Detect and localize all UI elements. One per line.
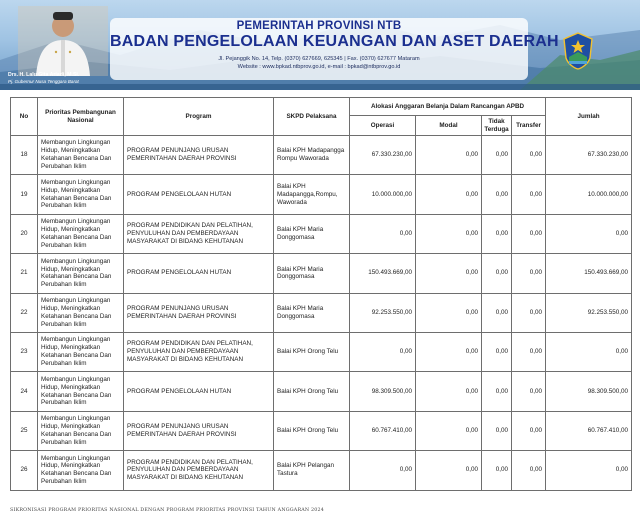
cell-operasi: 92.253.550,00 <box>350 293 416 332</box>
col-header-program: Program <box>124 98 274 136</box>
cell-transfer: 0,00 <box>512 411 546 450</box>
cell-skpd: Balai KPH Madapangga Rompu Waworada <box>274 136 350 175</box>
cell-no: 19 <box>11 175 38 214</box>
table-row <box>11 214 632 253</box>
table-row <box>11 451 632 490</box>
cell-skpd: Balai KPH Maria Donggomasa <box>274 254 350 293</box>
table-row <box>11 372 632 411</box>
budget-table <box>10 97 632 491</box>
cell-operasi: 67.330.230,00 <box>350 136 416 175</box>
cell-transfer: 0,00 <box>512 372 546 411</box>
cell-no: 18 <box>11 136 38 175</box>
cell-priority: Membangun Lingkungan Hidup, Meningkatkan Ketahanan Bencana Dan Perubahan Iklim <box>38 451 124 490</box>
cell-skpd: Balai KPH Pelangan Tastura <box>274 451 350 490</box>
cell-priority: Membangun Lingkungan Hidup, Meningkatkan Ketahanan Bencana Dan Perubahan Iklim <box>38 254 124 293</box>
cell-priority: Membangun Lingkungan Hidup, Meningkatkan Ketahanan Bencana Dan Perubahan Iklim <box>38 293 124 332</box>
cell-no: 25 <box>11 411 38 450</box>
cell-skpd: Balai KPH Orong Telu <box>274 411 350 450</box>
cell-no: 22 <box>11 293 38 332</box>
cell-tidak-terduga: 0,00 <box>482 332 512 371</box>
cell-priority: Membangun Lingkungan Hidup, Meningkatkan Ketahanan Bencana Dan Perubahan Iklim <box>38 175 124 214</box>
cell-operasi: 0,00 <box>350 332 416 371</box>
table-row <box>11 175 632 214</box>
cell-modal: 0,00 <box>416 372 482 411</box>
cell-priority: Membangun Lingkungan Hidup, Meningkatkan Ketahanan Bencana Dan Perubahan Iklim <box>38 332 124 371</box>
cell-no: 23 <box>11 332 38 371</box>
table-row <box>11 411 632 450</box>
cell-transfer: 0,00 <box>512 254 546 293</box>
cell-transfer: 0,00 <box>512 332 546 371</box>
cell-modal: 0,00 <box>416 136 482 175</box>
cell-no: 24 <box>11 372 38 411</box>
cell-program: PROGRAM PENUNJANG URUSAN PEMERINTAHAN DAERAH PROVINSI <box>124 411 274 450</box>
cell-modal: 0,00 <box>416 175 482 214</box>
col-header-jumlah: Jumlah <box>546 98 632 136</box>
cell-priority: Membangun Lingkungan Hidup, Meningkatkan Ketahanan Bencana Dan Perubahan Iklim <box>38 372 124 411</box>
cell-tidak-terduga: 0,00 <box>482 451 512 490</box>
col-header-no: No <box>11 98 38 136</box>
ntb-emblem-icon <box>562 32 594 70</box>
cell-no: 21 <box>11 254 38 293</box>
cell-jumlah: 150.493.669,00 <box>546 254 632 293</box>
cell-tidak-terduga: 0,00 <box>482 411 512 450</box>
cell-jumlah: 0,00 <box>546 214 632 253</box>
cell-operasi: 60.767.410,00 <box>350 411 416 450</box>
cell-jumlah: 0,00 <box>546 451 632 490</box>
agency-title: BADAN PENGELOLAAN KEUANGAN DAN ASET DAERAH <box>110 33 559 50</box>
cell-modal: 0,00 <box>416 411 482 450</box>
cell-jumlah: 10.000.000,00 <box>546 175 632 214</box>
cell-program: PROGRAM PENUNJANG URUSAN PEMERINTAHAN DAERAH PROVINSI <box>124 293 274 332</box>
cell-transfer: 0,00 <box>512 451 546 490</box>
cell-program: PROGRAM PENDIDIKAN DAN PELATIHAN, PENYULUHAN DAN PEMBERDAYAAN MASYARAKAT DI BIDANG KEHUTANAN <box>124 214 274 253</box>
cell-priority: Membangun Lingkungan Hidup, Meningkatkan Ketahanan Bencana Dan Perubahan Iklim <box>38 411 124 450</box>
cell-modal: 0,00 <box>416 451 482 490</box>
table-row <box>11 293 632 332</box>
cell-transfer: 0,00 <box>512 293 546 332</box>
province-title: PEMERINTAH PROVINSI NTB <box>236 20 402 32</box>
cell-skpd: Balai KPH Maria Donggomasa <box>274 293 350 332</box>
cell-program: PROGRAM PENUNJANG URUSAN PEMERINTAHAN DAERAH PROVINSI <box>124 136 274 175</box>
cell-priority: Membangun Lingkungan Hidup, Meningkatkan Ketahanan Bencana Dan Perubahan Iklim <box>38 136 124 175</box>
cell-jumlah: 0,00 <box>546 332 632 371</box>
cell-skpd: Balai KPH Madapangga,Rompu, Waworada <box>274 175 350 214</box>
governor-portrait <box>18 6 108 76</box>
table-row <box>11 332 632 371</box>
cell-modal: 0,00 <box>416 254 482 293</box>
table-row <box>11 136 632 175</box>
col-header-tidak-terduga: Tidak Terduga <box>482 116 512 136</box>
cell-priority: Membangun Lingkungan Hidup, Meningkatkan Ketahanan Bencana Dan Perubahan Iklim <box>38 214 124 253</box>
governor-name: Drs. H. Lalu Gita Ariadi, M.Si. <box>8 72 80 78</box>
cell-modal: 0,00 <box>416 293 482 332</box>
cell-jumlah: 98.309.500,00 <box>546 372 632 411</box>
cell-jumlah: 60.767.410,00 <box>546 411 632 450</box>
cell-tidak-terduga: 0,00 <box>482 293 512 332</box>
col-header-skpd: SKPD Pelaksana <box>274 98 350 136</box>
col-header-operasi: Operasi <box>350 116 416 136</box>
cell-jumlah: 67.330.230,00 <box>546 136 632 175</box>
cell-skpd: Balai KPH Maria Donggomasa <box>274 214 350 253</box>
cell-tidak-terduga: 0,00 <box>482 175 512 214</box>
agency-address: Jl. Pejanggik No. 14, Telp. (0370) 627669, 625345 | Fax. (0370) 627677 Mataram <box>218 56 420 62</box>
agency-website: Website : www.bpkad.ntbprov.go.id, e-mail : bpkad@ntbprov.go.id <box>237 64 401 70</box>
cell-tidak-terduga: 0,00 <box>482 254 512 293</box>
cell-transfer: 0,00 <box>512 214 546 253</box>
cell-operasi: 10.000.000,00 <box>350 175 416 214</box>
cell-transfer: 0,00 <box>512 136 546 175</box>
cell-skpd: Balai KPH Orong Telu <box>274 332 350 371</box>
cell-operasi: 0,00 <box>350 451 416 490</box>
cell-program: PROGRAM PENGELOLAAN HUTAN <box>124 175 274 214</box>
cell-program: PROGRAM PENGELOLAAN HUTAN <box>124 372 274 411</box>
col-header-modal: Modal <box>416 116 482 136</box>
cell-operasi: 98.309.500,00 <box>350 372 416 411</box>
header-banner <box>0 0 640 90</box>
cell-tidak-terduga: 0,00 <box>482 372 512 411</box>
cell-skpd: Balai KPH Orong Telu <box>274 372 350 411</box>
cell-transfer: 0,00 <box>512 175 546 214</box>
cell-jumlah: 92.253.550,00 <box>546 293 632 332</box>
cell-no: 20 <box>11 214 38 253</box>
col-header-allocation: Alokasi Anggaran Belanja Dalam Rancangan APBD <box>350 98 546 116</box>
cell-tidak-terduga: 0,00 <box>482 136 512 175</box>
cell-program: PROGRAM PENGELOLAAN HUTAN <box>124 254 274 293</box>
header-row <box>11 98 632 116</box>
col-header-priority: Prioritas Pembangunan Nasional <box>38 98 124 136</box>
table-row <box>11 254 632 293</box>
cell-program: PROGRAM PENDIDIKAN DAN PELATIHAN, PENYULUHAN DAN PEMBERDAYAAN MASYARAKAT DI BIDANG KEHUTANAN <box>124 451 274 490</box>
page-footer: SIKRONISASI PROGRAM PRIORITAS NASIONAL DENGAN PROGRAM PRIORITAS PROVINSI TAHUN ANGGARAN 2024 <box>10 508 325 513</box>
cell-modal: 0,00 <box>416 332 482 371</box>
cell-tidak-terduga: 0,00 <box>482 214 512 253</box>
col-header-transfer: Transfer <box>512 116 546 136</box>
cell-operasi: 150.493.669,00 <box>350 254 416 293</box>
cell-operasi: 0,00 <box>350 214 416 253</box>
governor-title: Pj. Gubernur Nusa Tenggara Barat <box>8 79 79 84</box>
cell-no: 26 <box>11 451 38 490</box>
cell-program: PROGRAM PENDIDIKAN DAN PELATIHAN, PENYULUHAN DAN PEMBERDAYAAN MASYARAKAT DI BIDANG KEHUTANAN <box>124 332 274 371</box>
cell-modal: 0,00 <box>416 214 482 253</box>
